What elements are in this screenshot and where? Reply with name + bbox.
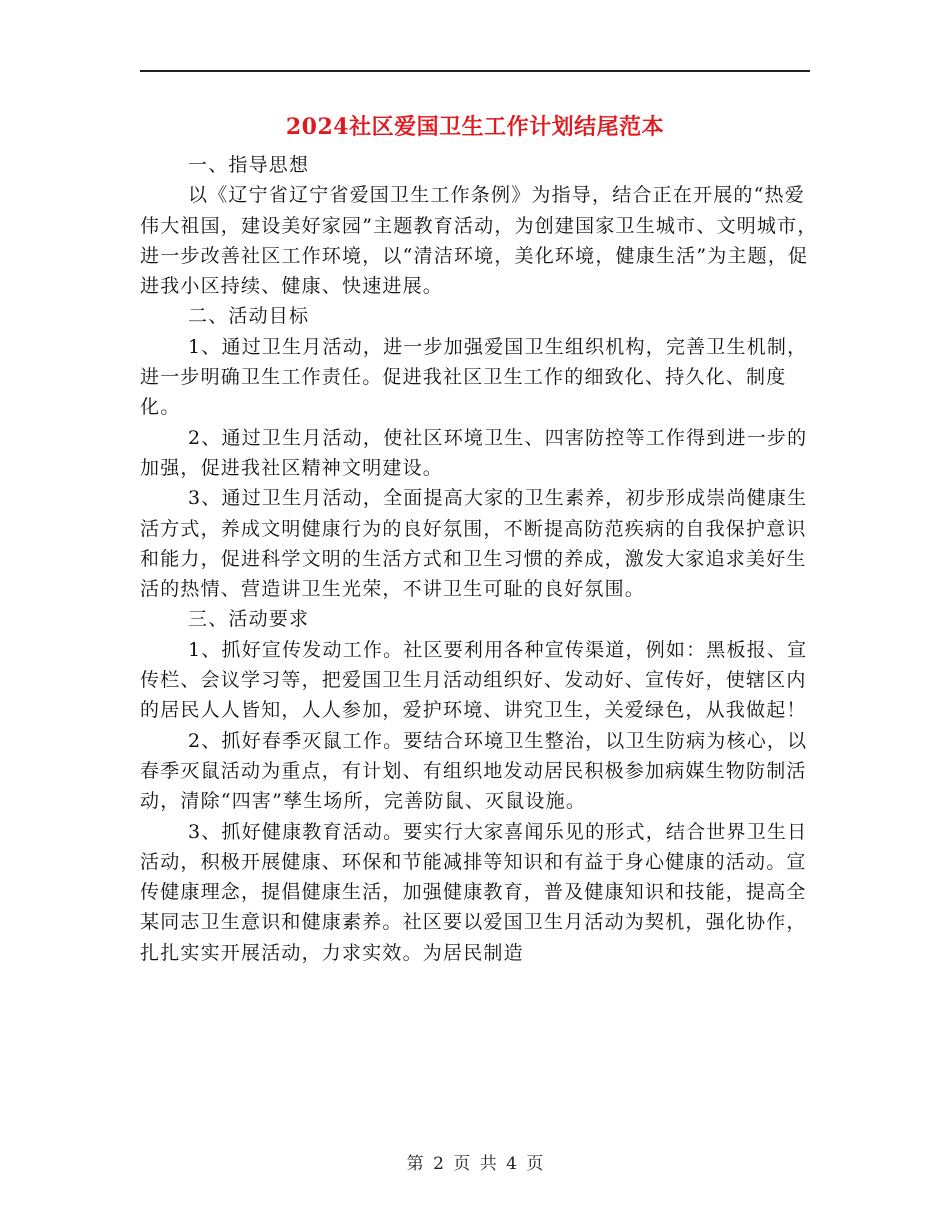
document-body	[140, 150, 820, 968]
section-heading-guiding-thought: 一、指导思想	[188, 154, 310, 176]
page-number-footer: 第 2 页 共 4 页	[406, 1154, 544, 1174]
paragraph-goal-1: 1、通过卫生月活动，进一步加强爱国卫生组织机构，完善卫生机制，进一步明确卫生工作责任。促进我社区卫生工作的细致化、持久化、制度化。	[140, 335, 808, 419]
paragraph-goal-3: 3、通过卫生月活动，全面提高大家的卫生素养，初步形成崇尚健康生活方式，养成文明健康行为的良好氛围，不断提高防范疾病的自我保护意识和能力，促进科学文明的生活方式和卫生习惯的养成，激发大家追求美好生活的热情、营造讲卫生光荣，不讲卫生可耻的良好氛围。	[140, 487, 808, 601]
paragraph-requirement-1: 1、抓好宣传发动工作。社区要利用各种宣传渠道，例如：黑板报、宣传栏、会议学习等，把爱国卫生月活动组织好、发动好、宣传好，使辖区内的居民人人皆知，人人参加，爱护环境、讲究卫生，关爱绿色，从我做起！	[140, 638, 808, 722]
header-rule	[140, 70, 810, 72]
paragraph-requirement-2: 2、抓好春季灭鼠工作。要结合环境卫生整治，以卫生防病为核心，以春季灭鼠活动为重点，有计划、有组织地发动居民积极参加病媒生物防制活动，清除“四害”孳生场所，完善防鼠、灭鼠设施。	[140, 729, 808, 813]
paragraph-requirement-3: 3、抓好健康教育活动。要实行大家喜闻乐见的形式，结合世界卫生日活动，积极开展健康、环保和节能减排等知识和有益于身心健康的活动。宣传健康理念，提倡健康生活，加强健康教育，普及健康知识和技能，提高全某同志卫生意识和健康素养。社区要以爱国卫生月活动为契机，强化协作，扎扎实实开展活动，力求实效。为居民制造	[140, 820, 808, 964]
section-heading-activity-goals: 二、活动目标	[188, 305, 310, 328]
paragraph-goal-2: 2、通过卫生月活动，使社区环境卫生、四害防控等工作得到进一步的加强，促进我社区精神文明建设。	[140, 426, 808, 479]
document-title: 2024社区爱国卫生工作计划结尾范本	[285, 114, 665, 140]
paragraph-guiding-thought: 以《辽宁省辽宁省爱国卫生工作条例》为指导，结合正在开展的“热爱伟大祖国，建设美好家园”主题教育活动，为创建国家卫生城市、文明城市，进一步改善社区工作环境，以“清洁环境，美化环境，健康生活”为主题，促进我小区持续、健康、快速进展。	[140, 184, 818, 298]
section-heading-activity-requirements: 三、活动要求	[188, 608, 310, 631]
